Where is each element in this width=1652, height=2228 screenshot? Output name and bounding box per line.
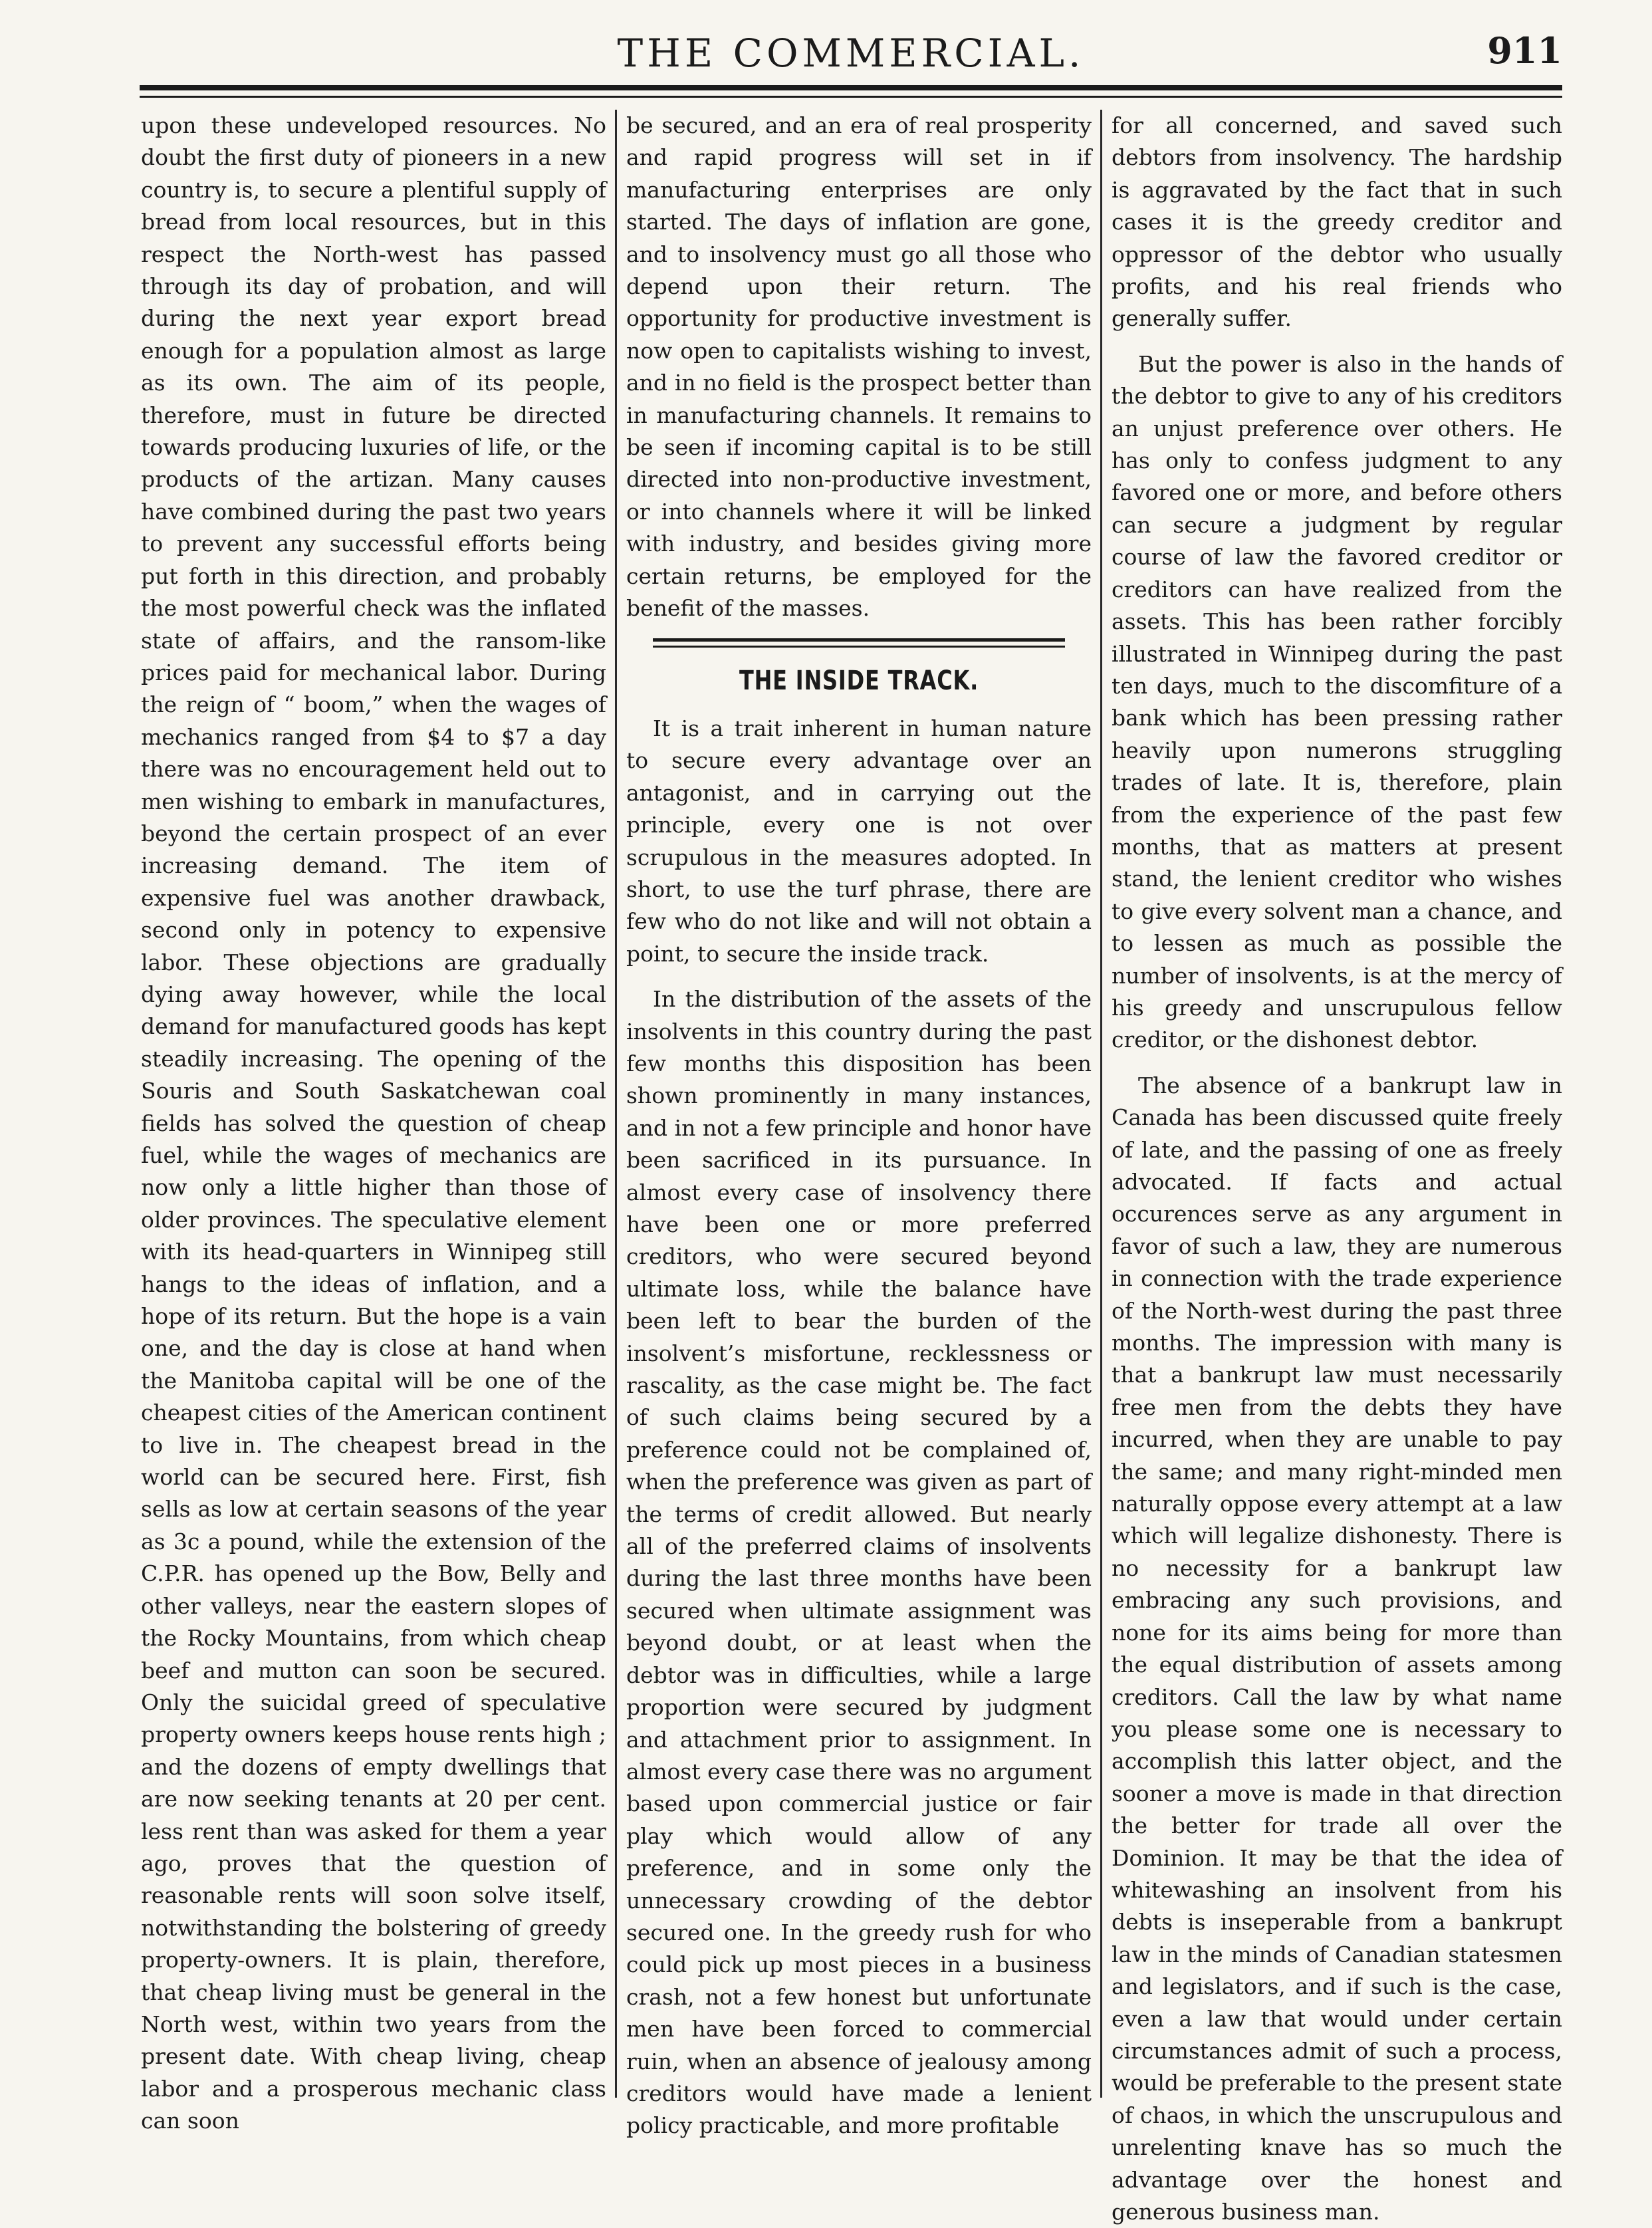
header-rule-thin [140,96,1562,98]
column-3-paragraph: The absence of a bankrupt law in Canada has been discussed quite freely of late, and the passing of one as freely advocated. If facts and actual occurences serve as any argument in favor of such a law, they are numerous in connection with the trade experience of the North-west during the past three months. The impression with many is that a bankrupt law must necessarily free men from the debts they have incurred, when they are unable to pay the same; and many right-minded men naturally oppose every attempt at a law which will legalize dishonesty. There is no necessity for a bankrupt law embracing any such provisions, and none for its aims being for more than the equal distribution of assets among creditors. Call the law by what name you please some one is necessary to accomplish this latter object, and the sooner a move is made in that direction the better for trade all over the Dominion. It may be that the idea of whitewashing an insolvent from his debts is inseperable from a bankrupt law in the minds of Canadian statesmen and legislators, and if such is the case, even a law that would under certain circumstances admit of such a process, would be preferable to the present state of chaos, in which the unscrupulous and unrelenting knave has so much the advantage over the honest and generous business man. [1112,1072,1562,2225]
column-3-paragraph: for all concerned, and saved such debtors from insolvency. The hardship is aggravated by the fact that in such cases it is the greedy creditor and oppressor of the debtor who usually profits, and his real friends who generally suffer. [1112,112,1562,332]
column-1 [141,110,606,2134]
paragraph-gap [1112,1056,1562,1070]
column-2-paragraph: It is a trait inherent in human nature to secure every advantage over an antagonist, and in carrying out the principle, every one is not over scrupulous in the measures adopted. In short, to use the turf phrase, there are few who do not like and will not obtain a point, to secure the inside track. [626,715,1092,967]
paragraph-gap [1112,335,1562,348]
paragraph-gap [626,970,1092,983]
column-1-paragraph: upon these undeveloped resources. No doubt the first duty of pioneers in a new country is, to secure a plentiful supply of bread from local resources, but in this respect the North-west has passed through its day of probation, and will during the next year export bread enough for a population almost as large as its own. The aim of its people, therefore, must in future be directed towards producing luxuries of life, or the products of the artizan. Many causes have combined during the past two years to prevent any successful efforts being put forth in this direction, and probably the most powerful check was the inflated state of affairs, and the ransom-like prices paid for mechanical labor. During the reign of “ boom,” when the wages of mechanics ranged from $4 to $7 a day there was no encouragement held out to men wishing to embark in manufactures, beyond the certain prospect of an ever increasing demand. The item of expensive fuel was another drawback, second only in potency to expensive labor. These objections are gradually dying away however, while the local demand for manufactured goods has kept steadily increasing. The opening of the Souris and South Saskatchewan coal fields has solved the question of cheap fuel, while the wages of mechanics are now only a little higher than those of older provinces. The speculative element with its head-quarters in Winnipeg still hangs to the ideas of inflation, and a hope of its return. But the hope is a vain one, and the day is close at hand when the Manitoba capital will be one of the cheapest cities of the American continent to live in. The cheapest bread in the world can be secured here. First, fish sells as low at certain seasons of the year as 3c a pound, while the extension of the C.P.R. has opened up the Bow, Belly and other valleys, near the eastern slopes of the Rocky Mountains, from which cheap beef and mutton can soon be secured. Only the suicidal greed of speculative property owners keeps house rents high ; and the dozens of empty dwellings that are now seeking tenants at 20 per cent. less rent than was asked for them a year ago, proves that the question of reasonable rents will soon solve itself, notwithstanding the bolstering of greedy property-owners. It is plain, therefore, that cheap living must be general in the North west, within two years from the present date. With cheap living, cheap labor and a prosperous mechanic class can soon [141,112,606,2134]
section-rule [653,646,1065,648]
column-divider [1100,110,1102,2098]
article-heading: THE INSIDE TRACK. [739,665,979,696]
column-2-paragraph: In the distribution of the assets of the insolvents in this country during the past few months this disposition has been shown prominently in many instances, and in not a few principle and honor have been sacrificed in its pursuance. In almost every case of insolvency there have been one or more preferred creditors, who were secured beyond ultimate loss, while the balance have been left to bear the burden of the insolvent’s misfortune, recklessness or rascality, as the case might be. The fact of such claims being secured by a preference could not be complained of, when the preference was given as part of the terms of credit allowed. But nearly all of the preferred claims of insolvents during the last three months have been secured when ultimate assignment was beyond doubt, or at least when the debtor was in difficulties, while a large proportion were secured by judgment and attachment prior to assignment. In almost every case there was no argument based upon commercial justice or fair play which would allow of any preference, and in some only the unnecessary crowding of the debtor secured one. In the greedy rush for who could pick up most pieces in a business crash, not a few honest but unfortunate men have been forced to commercial ruin, when an absence of jealousy among creditors would have made a lenient policy practicable, and more profitable [626,986,1092,2139]
column-3-paragraph: But the power is also in the hands of the debtor to give to any of his creditors an unjust preference over others. He has only to confess judgment to any favored one or more, and before others can secure a judgment by regular course of law the favored creditor or creditors can have realized from the assets. This has been rather forcibly illustrated in Winnipeg during the past ten days, much to the discomfiture of a bank which has been pressing rather heavily upon numerons struggling trades of late. It is, therefore, plain from the experience of the past few months, that as matters at present stand, the lenient creditor who wishes to give every solvent man a chance, and to lessen as much as possible the number of insolvents, is at the mercy of his greedy and unscrupulous fellow creditor, or the dishonest debtor. [1112,350,1562,1053]
masthead [140,27,1562,80]
column-2-paragraph: be secured, and an era of real prosperity and rapid progress will set in if manufacturing enterprises are only started. The days of inflation are gone, and to insolvency must go all those who depend upon their return. The opportunity for productive investment is now open to capitalists wishing to invest, and in no field is the prospect better than in manufacturing channels. It remains to be seen if incoming capital is to be still directed into non-productive investment, or into channels where it will be linked with industry, and besides giving more certain returns, be employed for the benefit of the masses. [626,112,1092,622]
page-number: 911 [1487,29,1562,72]
publication-title: THE COMMERCIAL. [617,31,1085,76]
section-rule [653,638,1065,642]
column-divider [615,110,617,2098]
header-rule-thick [140,85,1562,90]
column-3 [1112,110,1562,2225]
column-2 [626,110,1092,2139]
